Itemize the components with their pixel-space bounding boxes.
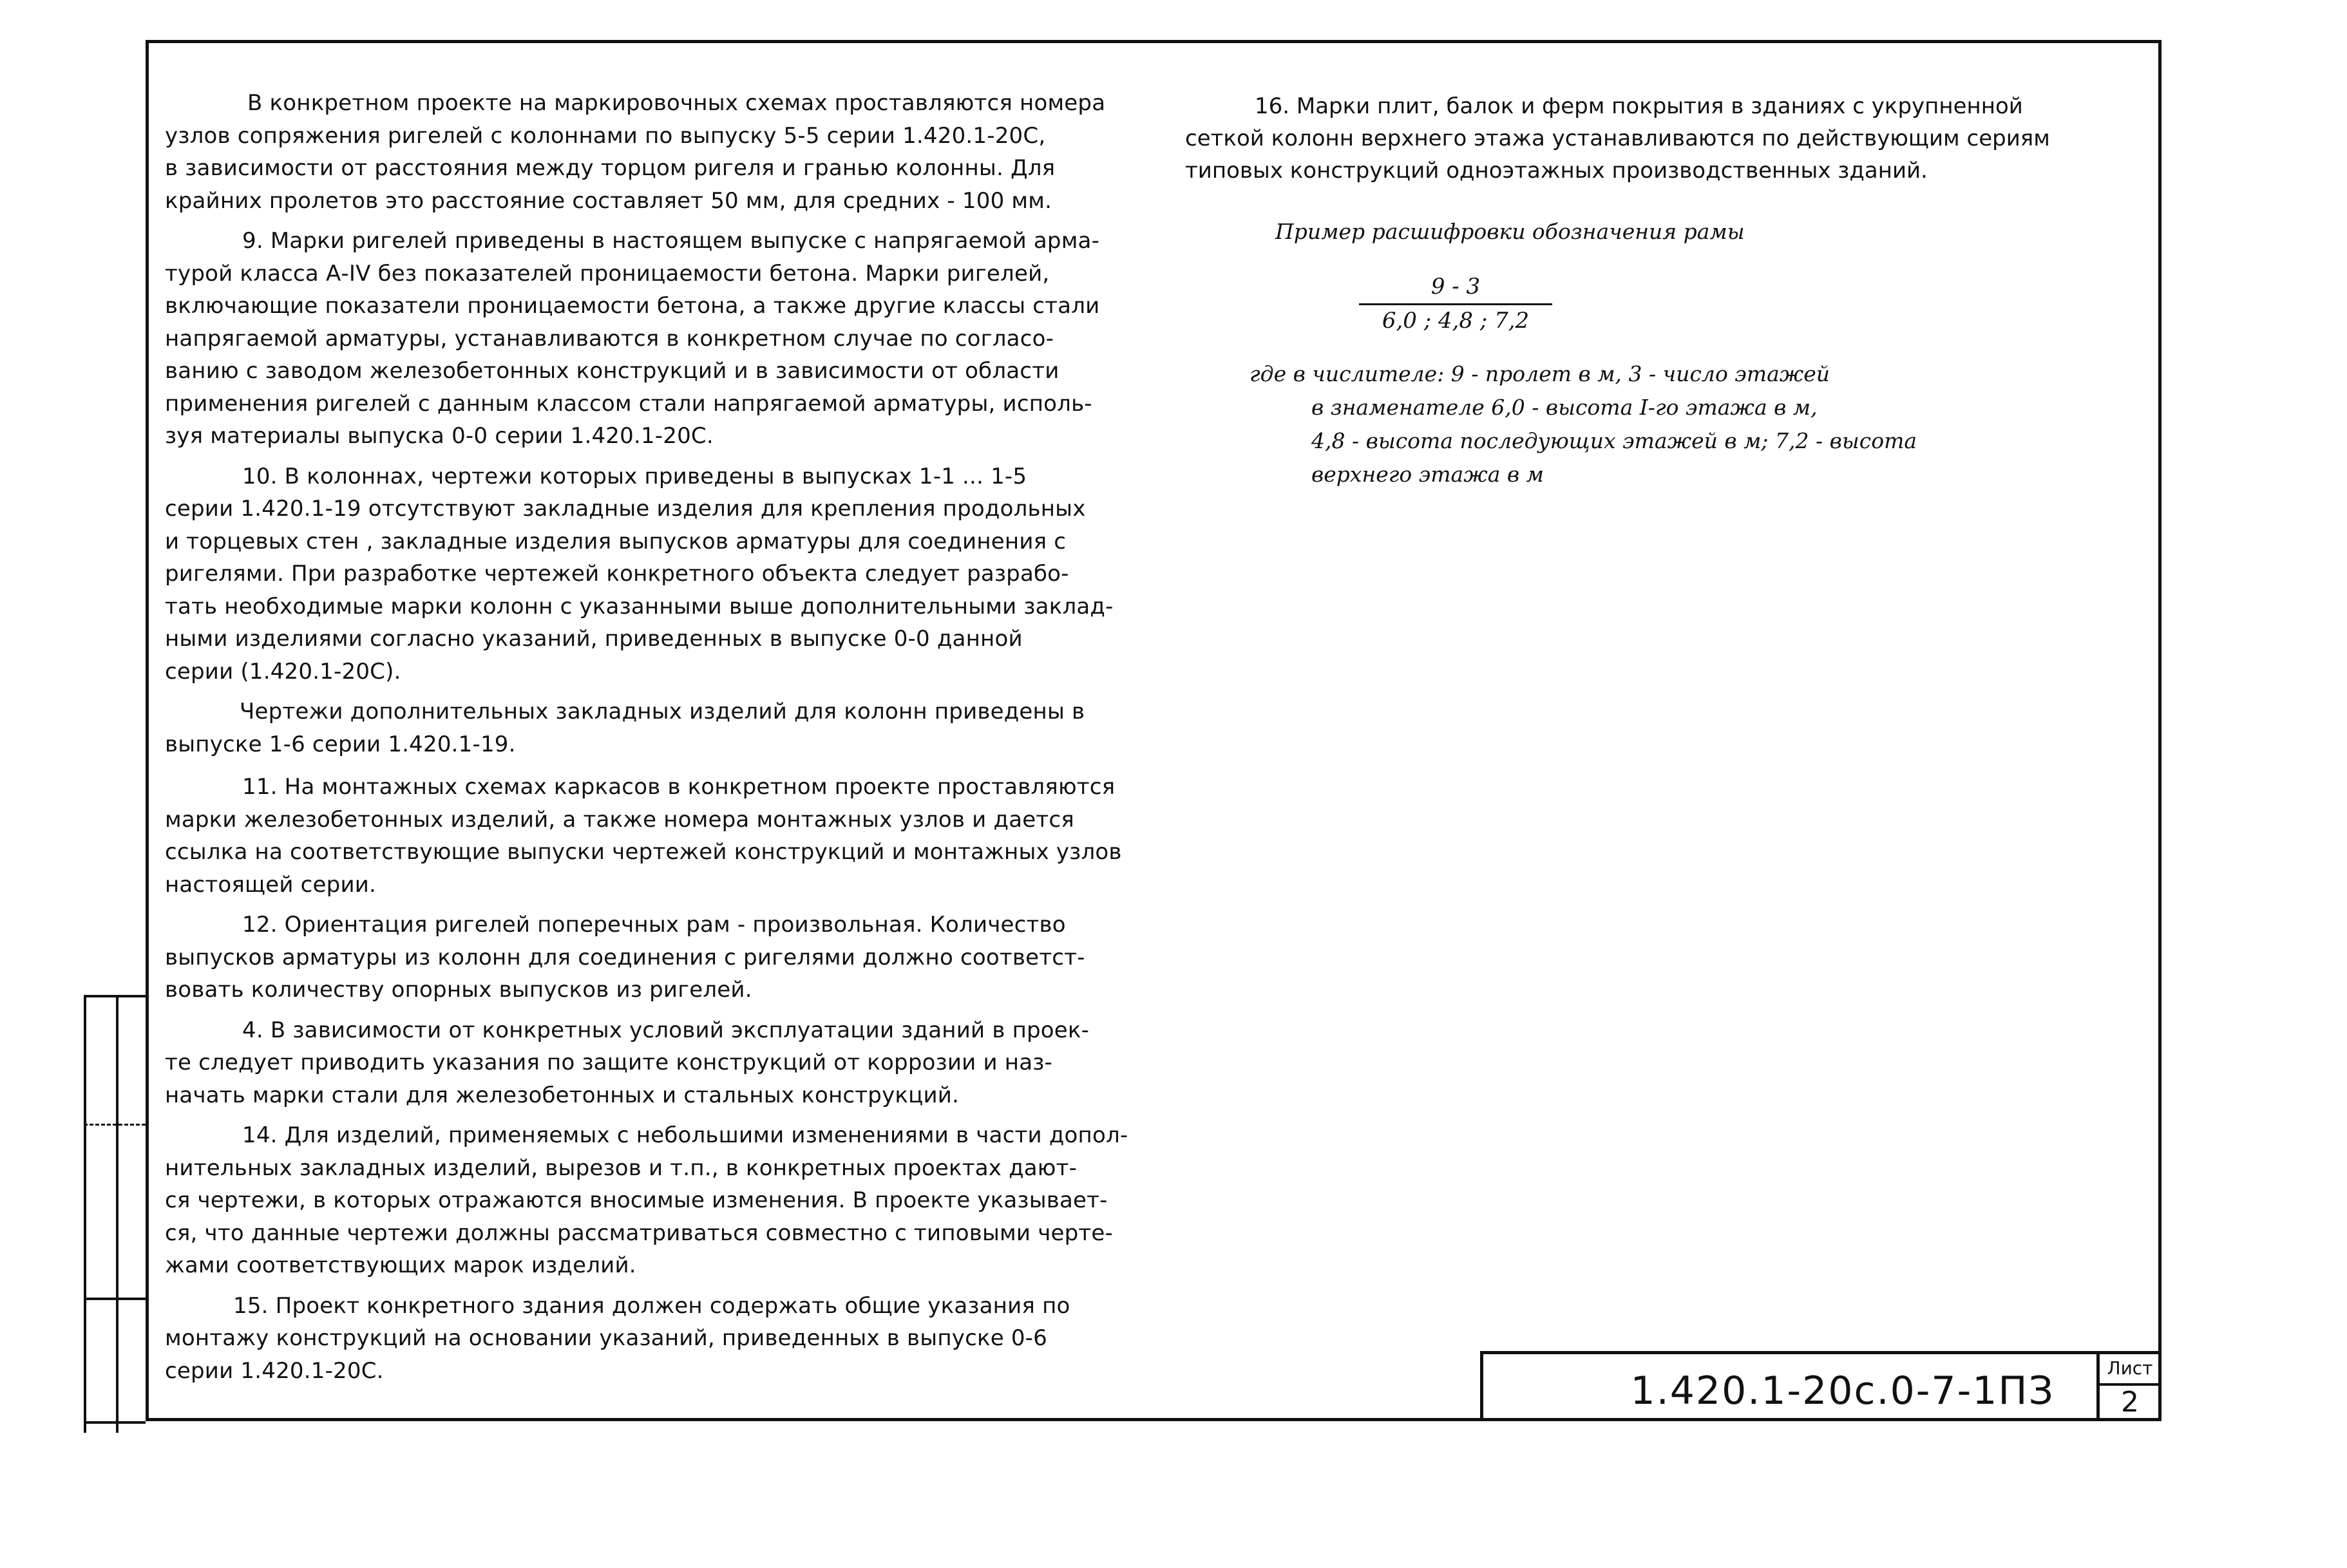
text-line: 16. Марки плит, балок и ферм покрытия в зданиях с укрупненной	[1255, 93, 2023, 119]
text-line: настоящей серии.	[165, 871, 377, 898]
frame-designation-fraction	[1359, 274, 1552, 334]
text-line: серии 1.420.1-20С.	[165, 1357, 384, 1384]
text-line: ссылка на соответствующие выпуски чертежей конструкций и монтажных узлов	[165, 839, 1122, 865]
text-line: и торцевых стен , закладные изделия выпусков арматуры для соединения с	[165, 528, 1067, 554]
binding-line	[116, 995, 119, 1433]
text-line: ся чертежи, в которых отражаются вносимые изменения. В проекте указывает-	[165, 1187, 1108, 1213]
paragraph-8	[165, 87, 1150, 217]
text-line: верхнего этажа в м	[1311, 462, 1544, 487]
text-line: зуя материалы выпуска 0-0 серии 1.420.1-20С.	[165, 423, 714, 449]
text-line: напрягаемой арматуры, устанавливаются в конкретном случае по согласо-	[165, 325, 1054, 352]
where-explanation	[1250, 357, 1917, 491]
text-line: ригелями. При разработке чертежей конкретного объекта следует разрабо-	[165, 561, 1069, 587]
paragraph-10	[165, 460, 1150, 688]
text-line: типовых конструкций одноэтажных производственных зданий.	[1185, 158, 1928, 184]
text-line: монтажу конструкций на основании указаний, приведенных в выпуске 0-6	[165, 1325, 1047, 1351]
text-line: вовать количеству опорных выпусков из ригелей.	[165, 977, 752, 1003]
text-line: марки железобетонных изделий, а также номера монтажных узлов и дается	[165, 806, 1074, 833]
text-line: Чертежи дополнительных закладных изделий для колонн приведены в	[240, 699, 1085, 724]
right-column	[1185, 90, 2138, 187]
paragraph-11	[165, 771, 1150, 901]
text-line: выпусков арматуры из колонн для соединения с ригелями должно соответст-	[165, 944, 1085, 970]
left-column	[165, 87, 1150, 1387]
text-line: где в числителе: 9 - пролет в м, 3 - число этажей	[1250, 361, 1830, 386]
text-line: в знаменателе 6,0 - высота I-го этажа в м,	[1311, 395, 1818, 420]
text-line: жами соответствующих марок изделий.	[165, 1252, 636, 1278]
binding-line	[84, 995, 86, 1433]
text-line: в зависимости от расстояния между торцом ригеля и гранью колонны. Для	[165, 155, 1056, 181]
text-line: нительных закладных изделий, вырезов и т.п., в конкретных проектах дают-	[165, 1155, 1078, 1181]
text-line: выпуске 1-6 серии 1.420.1-19.	[165, 731, 516, 757]
text-line: сеткой колонн верхнего этажа устанавливаются по действующим сериям	[1185, 126, 2050, 151]
paragraph-13	[165, 1014, 1150, 1112]
text-line: 11. На монтажных схемах каркасов в конкретном проекте проставляются	[242, 774, 1116, 800]
text-line: применения ригелей с данным классом стали напрягаемой арматуры, исполь-	[165, 390, 1092, 417]
text-line: 4. В зависимости от конкретных условий эксплуатации зданий в проек-	[242, 1017, 1090, 1043]
fraction-numerator: 9 - 3	[1359, 274, 1552, 305]
text-line: тать необходимые марки колонн с указанными выше дополнительными заклад-	[165, 593, 1114, 619]
text-line: 14. Для изделий, применяемых с небольшими изменениями в части допол-	[242, 1122, 1128, 1148]
text-line: ся, что данные чертежи должны рассматриваться совместно с типовыми черте-	[165, 1220, 1113, 1246]
text-line: 10. В колоннах, чертежи которых приведены в выпусках 1-1 ... 1-5	[242, 463, 1027, 489]
fraction-denominator: 6,0 ; 4,8 ; 7,2	[1382, 308, 1530, 334]
text-line: 12. Ориентация ригелей поперечных рам - произвольная. Количество	[242, 912, 1066, 938]
text-line: узлов сопряжения ригелей с колоннами по выпуску 5-5 серии 1.420.1-20С,	[165, 122, 1046, 149]
paragraph-10b	[165, 695, 1150, 760]
text-line: серии (1.420.1-20С).	[165, 658, 401, 685]
text-line: ными изделиями согласно указаний, приведенных в выпуске 0-0 данной	[165, 626, 1023, 652]
text-line: ванию с заводом железобетонных конструкций и в зависимости от области	[165, 358, 1059, 384]
paragraph-12	[165, 909, 1150, 1006]
paragraph-15	[165, 1290, 1150, 1388]
text-line: 4,8 - высота последующих этажей в м; 7,2 - высота	[1311, 428, 1917, 453]
paragraph-14	[165, 1119, 1150, 1282]
binding-line	[84, 1421, 146, 1424]
text-line: В конкретном проекте на маркировочных схемах проставляются номера	[247, 90, 1106, 116]
text-line: 15. Проект конкретного здания должен содержать общие указания по	[233, 1292, 1070, 1319]
example-title: Пример расшифровки обозначения рамы	[1275, 219, 1745, 244]
binding-line	[84, 995, 146, 997]
text-line: начать марки стали для железобетонных и стальных конструкций.	[165, 1082, 960, 1108]
text-line: крайних пролетов это расстояние составляет 50 мм, для средних - 100 мм.	[165, 187, 1052, 214]
paragraph-9	[165, 225, 1150, 453]
sheet-number: 2	[2121, 1386, 2139, 1419]
sheet-label: Лист	[2107, 1357, 2153, 1379]
binding-line	[84, 1298, 146, 1300]
text-line: турой класса А-IV без показателей проницаемости бетона. Марки ригелей,	[165, 260, 1050, 287]
text-line: серии 1.420.1-19 отсутствуют закладные изделия для крепления продольных	[165, 496, 1086, 522]
binding-dash	[84, 1124, 146, 1126]
text-line: те следует приводить указания по защите конструкций от коррозии и наз-	[165, 1050, 1053, 1075]
text-line: включающие показатели проницаемости бетона, а также другие классы стали	[165, 293, 1100, 319]
text-line: 9. Марки ригелей приведены в настоящем выпуске с напрягаемой арма-	[242, 228, 1100, 254]
document-code: 1.420.1-20с.0-7-1ПЗ	[1630, 1368, 2055, 1413]
